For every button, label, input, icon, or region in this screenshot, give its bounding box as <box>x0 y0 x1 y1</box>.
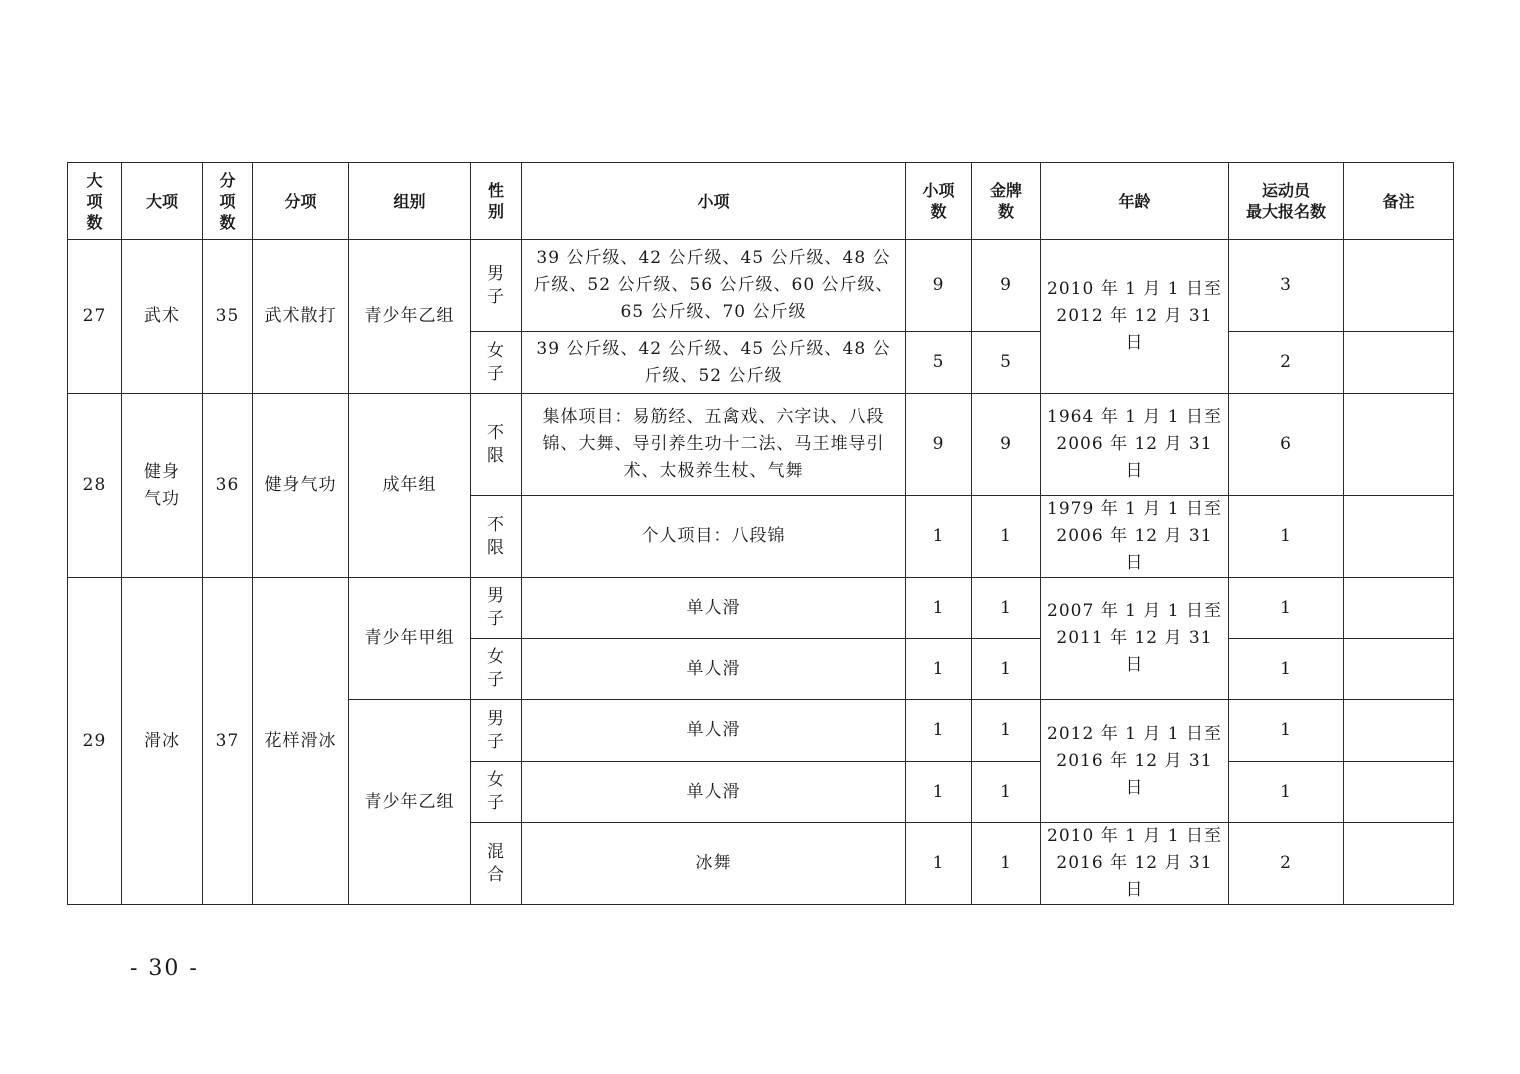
header-age: 年龄 <box>1041 163 1229 240</box>
max-athletes-cell: 1 <box>1229 762 1344 823</box>
medals-cell: 5 <box>972 332 1041 394</box>
max-athletes-cell: 1 <box>1229 700 1344 762</box>
gender-cell: 不 限 <box>471 496 522 578</box>
events-count-cell: 1 <box>906 762 972 823</box>
age-cell: 1964 年 1 月 1 日至 2006 年 12 月 31 日 <box>1041 394 1229 496</box>
notes-cell <box>1344 700 1454 762</box>
events-cell: 冰舞 <box>522 823 906 905</box>
header-gender: 性 别 <box>471 163 522 240</box>
gender-cell: 男 子 <box>471 240 522 332</box>
gender-cell: 男 子 <box>471 578 522 639</box>
max-athletes-cell: 2 <box>1229 332 1344 394</box>
max-athletes-cell: 1 <box>1229 639 1344 700</box>
max-athletes-cell: 2 <box>1229 823 1344 905</box>
header-max-athletes: 运动员 最大报名数 <box>1229 163 1344 240</box>
major-cell: 健身 气功 <box>122 394 203 578</box>
events-cell: 39 公斤级、42 公斤级、45 公斤级、48 公斤级、52 公斤级 <box>522 332 906 394</box>
gender-cell: 混 合 <box>471 823 522 905</box>
sub-cell: 花样滑冰 <box>253 578 349 905</box>
events-cell: 个人项目：八段锦 <box>522 496 906 578</box>
gender-cell: 男 子 <box>471 700 522 762</box>
notes-cell <box>1344 394 1454 496</box>
major-count-cell: 27 <box>68 240 122 394</box>
sub-cell: 武术散打 <box>253 240 349 394</box>
max-athletes-cell: 3 <box>1229 240 1344 332</box>
notes-cell <box>1344 823 1454 905</box>
header-major-count: 大 项 数 <box>68 163 122 240</box>
notes-cell <box>1344 762 1454 823</box>
medals-cell: 9 <box>972 394 1041 496</box>
gender-cell: 女 子 <box>471 639 522 700</box>
header-major: 大项 <box>122 163 203 240</box>
header-events-count: 小项 数 <box>906 163 972 240</box>
header-events: 小项 <box>522 163 906 240</box>
medals-cell: 1 <box>972 496 1041 578</box>
notes-cell <box>1344 639 1454 700</box>
events-cell: 39 公斤级、42 公斤级、45 公斤级、48 公斤级、52 公斤级、56 公斤级、60 公斤级、65 公斤级、70 公斤级 <box>522 240 906 332</box>
events-count-cell: 9 <box>906 394 972 496</box>
events-cell: 集体项目：易筋经、五禽戏、六字诀、八段锦、大舞、导引养生功十二法、马王堆导引术、太极养生杖、气舞 <box>522 394 906 496</box>
events-cell: 单人滑 <box>522 578 906 639</box>
medals-cell: 1 <box>972 578 1041 639</box>
events-count-cell: 1 <box>906 496 972 578</box>
events-cell: 单人滑 <box>522 700 906 762</box>
events-count-cell: 1 <box>906 639 972 700</box>
medals-cell: 1 <box>972 823 1041 905</box>
events-cell: 单人滑 <box>522 762 906 823</box>
notes-cell <box>1344 240 1454 332</box>
header-group: 组别 <box>349 163 471 240</box>
age-cell: 2012 年 1 月 1 日至 2016 年 12 月 31 日 <box>1041 700 1229 823</box>
header-sub: 分项 <box>253 163 349 240</box>
group-cell: 青少年乙组 <box>349 700 471 905</box>
notes-cell <box>1344 496 1454 578</box>
gender-cell: 不 限 <box>471 394 522 496</box>
events-table <box>67 162 1454 905</box>
medals-cell: 9 <box>972 240 1041 332</box>
age-cell: 2010 年 1 月 1 日至 2016 年 12 月 31 日 <box>1041 823 1229 905</box>
group-cell: 成年组 <box>349 394 471 578</box>
notes-cell <box>1344 332 1454 394</box>
header-row <box>68 163 1454 240</box>
age-cell: 2007 年 1 月 1 日至 2011 年 12 月 31 日 <box>1041 578 1229 700</box>
age-cell: 2010 年 1 月 1 日至 2012 年 12 月 31 日 <box>1041 240 1229 394</box>
events-count-cell: 1 <box>906 578 972 639</box>
medals-cell: 1 <box>972 639 1041 700</box>
sub-count-cell: 36 <box>203 394 253 578</box>
max-athletes-cell: 1 <box>1229 578 1344 639</box>
table-row <box>68 578 1454 639</box>
page-number: - 30 - <box>130 956 199 981</box>
header-sub-count: 分 项 数 <box>203 163 253 240</box>
header-notes: 备注 <box>1344 163 1454 240</box>
group-cell: 青少年甲组 <box>349 578 471 700</box>
gender-cell: 女 子 <box>471 762 522 823</box>
group-cell: 青少年乙组 <box>349 240 471 394</box>
header-medals: 金牌 数 <box>972 163 1041 240</box>
events-count-cell: 1 <box>906 700 972 762</box>
events-count-cell: 1 <box>906 823 972 905</box>
age-cell: 1979 年 1 月 1 日至 2006 年 12 月 31 日 <box>1041 496 1229 578</box>
notes-cell <box>1344 578 1454 639</box>
medals-cell: 1 <box>972 762 1041 823</box>
events-count-cell: 5 <box>906 332 972 394</box>
gender-cell: 女 子 <box>471 332 522 394</box>
medals-cell: 1 <box>972 700 1041 762</box>
sub-cell: 健身气功 <box>253 394 349 578</box>
max-athletes-cell: 6 <box>1229 394 1344 496</box>
events-count-cell: 9 <box>906 240 972 332</box>
sub-count-cell: 37 <box>203 578 253 905</box>
table-row <box>68 240 1454 332</box>
table-row <box>68 394 1454 496</box>
major-count-cell: 29 <box>68 578 122 905</box>
max-athletes-cell: 1 <box>1229 496 1344 578</box>
sub-count-cell: 35 <box>203 240 253 394</box>
major-cell: 武术 <box>122 240 203 394</box>
events-cell: 单人滑 <box>522 639 906 700</box>
major-cell: 滑冰 <box>122 578 203 905</box>
major-count-cell: 28 <box>68 394 122 578</box>
